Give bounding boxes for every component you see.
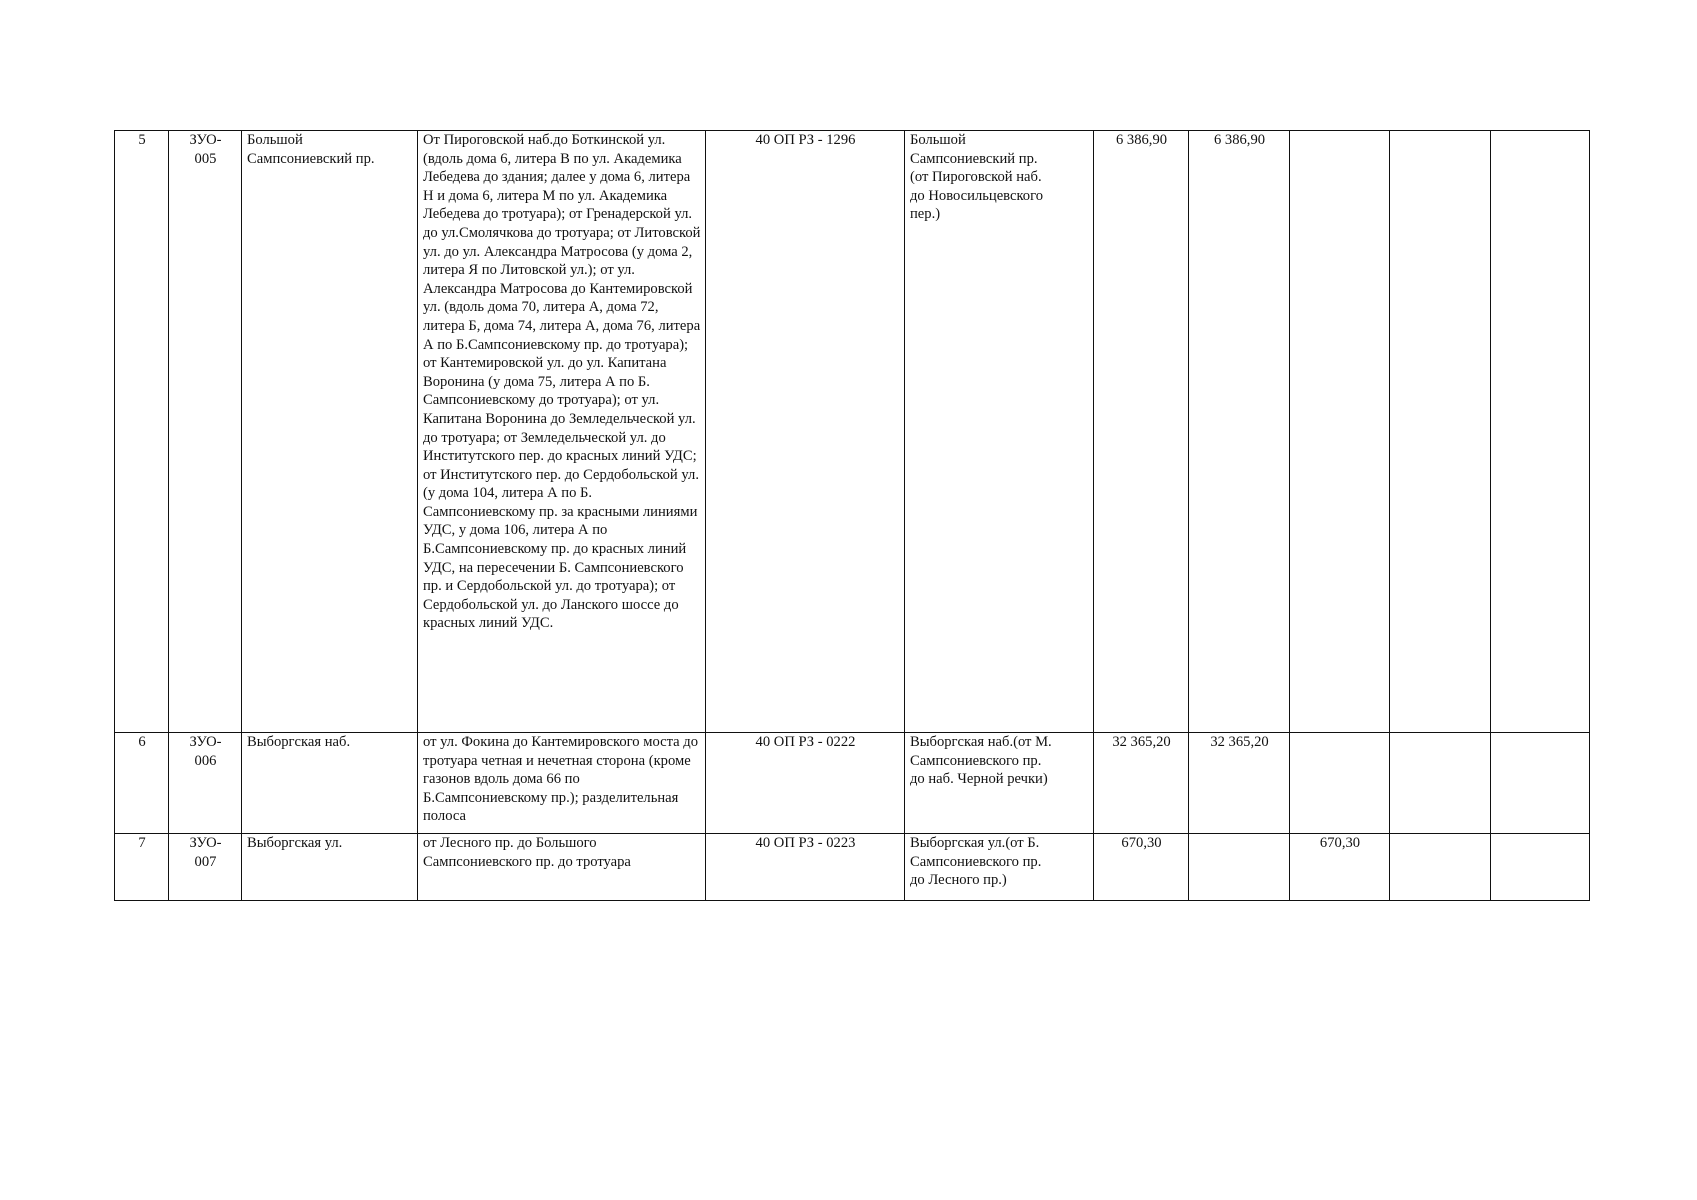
- area-value-3-cell: [1290, 733, 1390, 834]
- area-value-2-cell: 6 386,90: [1189, 131, 1290, 733]
- table-row: [115, 131, 1590, 733]
- road-name-cell: [905, 834, 1094, 901]
- area-total-cell: 32 365,20: [1094, 733, 1189, 834]
- area-value-4-cell: [1390, 131, 1491, 733]
- area-value-3-cell: [1290, 131, 1390, 733]
- area-value-5-cell: [1491, 131, 1590, 733]
- boundaries-description-cell: От Пироговской наб.до Боткинской ул. (вдоль дома 6, литера В по ул. Академика Лебедева до здания; далее у дома 6, литера Н и дома 6, литера М по ул. Академика Лебедева до тротуара); от Гренадерской ул. до ул.Смолячкова до тротуара; от Литовской ул. до ул. Александра Матросова (у дома 2, литера Я по Литовской ул.); от ул. Александра Матросова до Кантемировской ул. (вдоль дома 70, литера А, дома 72, литера Б, дома 74, литера А, дома 76, литера А по Б.Сампсониевскому пр. до тротуара); от Кантемировской ул. до ул. Капитана Воронина (у дома 75, литера А по Б. Сампсониевскому до тротуара); от ул. Капитана Воронина до Земледельческой ул. до тротуара; от Земледельческой ул. до Институтского пер. до красных линий УДС; от Институтского пер. до Сердобольской ул. (у дома 104, литера А по Б. Сампсониевскому пр. за красными линиями УДС, у дома 106, литера А по Б.Сампсониевскому пр. до красных линий УДС, на пересечении Б. Сампсониевского пр. и Сердобольской ул. до тротуара); от Сердобольской ул. до Ланского шоссе до красных линий УДС.: [418, 131, 706, 733]
- road-name: Выборгская наб.(от М. Сампсониевского пр. до наб. Черной речки): [910, 734, 1052, 788]
- street-name-cell: [242, 733, 418, 834]
- object-code: ЗУО- 006: [189, 734, 222, 769]
- row-number-cell: 5: [115, 131, 169, 733]
- object-code: ЗУО- 005: [189, 132, 222, 167]
- road-name-cell: [905, 131, 1094, 733]
- table-row: [115, 733, 1590, 834]
- row-number-cell: 7: [115, 834, 169, 901]
- street-name-cell: [242, 131, 418, 733]
- area-value-4-cell: [1390, 733, 1491, 834]
- road-registry-number-cell: 40 ОП РЗ - 0223: [706, 834, 905, 901]
- road-name: Большой Сампсониевский пр. (от Пироговской наб. до Новосильцевского пер.): [910, 132, 1044, 223]
- street-name-cell: [242, 834, 418, 901]
- table-row: [115, 834, 1590, 901]
- area-value-3-cell: 670,30: [1290, 834, 1390, 901]
- boundaries-description-cell: от Лесного пр. до Большого Сампсониевского пр. до тротуара: [418, 834, 706, 901]
- street-name: Выборгская наб.: [247, 734, 351, 750]
- area-value-5-cell: [1491, 733, 1590, 834]
- road-registry-number-cell: 40 ОП РЗ - 1296: [706, 131, 905, 733]
- area-total-cell: 670,30: [1094, 834, 1189, 901]
- area-total-cell: 6 386,90: [1094, 131, 1189, 733]
- street-name: Выборгская ул.: [247, 835, 343, 851]
- road-name: Выборгская ул.(от Б. Сампсониевского пр. до Лесного пр.): [910, 835, 1042, 889]
- area-value-5-cell: [1491, 834, 1590, 901]
- area-value-2-cell: 32 365,20: [1189, 733, 1290, 834]
- boundaries-description-cell: от ул. Фокина до Кантемировского моста до тротуара четная и нечетная сторона (кроме газонов вдоль дома 66 по Б.Сампсониевскому пр.); разделительная полоса: [418, 733, 706, 834]
- area-value-4-cell: [1390, 834, 1491, 901]
- area-value-2-cell: [1189, 834, 1290, 901]
- row-number-cell: 6: [115, 733, 169, 834]
- street-name: Большой Сампсониевский пр.: [247, 132, 375, 167]
- object-code: ЗУО- 007: [189, 835, 222, 870]
- object-code-cell: [169, 834, 242, 901]
- road-registry-number-cell: 40 ОП РЗ - 0222: [706, 733, 905, 834]
- road-name-cell: [905, 733, 1094, 834]
- roads-table: [114, 130, 1590, 901]
- object-code-cell: [169, 131, 242, 733]
- object-code-cell: [169, 733, 242, 834]
